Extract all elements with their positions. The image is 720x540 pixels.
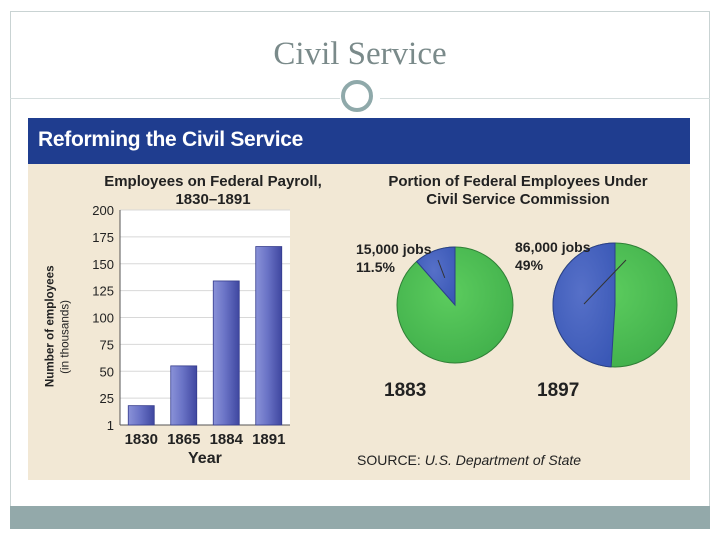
- y-tick-label: 100: [92, 310, 114, 326]
- bar-chart-x-axis-title: Year: [188, 450, 222, 467]
- bar-1884: [213, 281, 239, 425]
- pie-1883-percent: 11.5%: [356, 259, 395, 275]
- slide-title: Civil Service: [273, 36, 447, 72]
- y-tick-label: 1: [106, 418, 114, 433]
- x-tick-label: 1891: [252, 431, 286, 448]
- pie-charts: [350, 158, 690, 458]
- source-value: U.S. Department of State: [424, 452, 582, 468]
- bar-1830: [128, 406, 154, 425]
- pie-1883-year: 1883: [384, 380, 427, 401]
- pie-1897-label: [515, 238, 591, 274]
- figure-title: Reforming the Civil Service: [38, 128, 303, 151]
- pie-1897-percent: 49%: [515, 257, 544, 273]
- source-label: SOURCE:: [357, 452, 421, 468]
- x-tick-label: 1830: [124, 431, 158, 448]
- y-tick-label: 150: [92, 256, 114, 272]
- y-axis-title-line2: (in thousands): [58, 299, 72, 374]
- title-circle-ornament: [341, 80, 373, 112]
- x-tick-label: 1884: [209, 431, 243, 448]
- bar-chart: [28, 118, 358, 478]
- y-tick-label: 50: [99, 364, 114, 380]
- y-tick-label: 125: [92, 283, 114, 299]
- pie-1897-jobs: 86,000 jobs: [515, 239, 591, 255]
- pie-chart-title-line2: Civil Service Commission: [426, 191, 610, 208]
- pie-1897-year: 1897: [537, 380, 580, 401]
- bar-chart-title-line2: 1830–1891: [175, 191, 251, 208]
- figure-panel: [28, 118, 690, 480]
- bar-1865: [171, 366, 197, 425]
- title-rule-left: [10, 98, 340, 99]
- y-tick-label: 175: [92, 229, 114, 245]
- pie-1883-jobs: 15,000 jobs: [356, 241, 432, 257]
- y-tick-label: 200: [92, 203, 114, 218]
- bar-chart-title-line1: Employees on Federal Payroll,: [104, 173, 322, 190]
- title-rule-right: [380, 98, 710, 99]
- source-note: [357, 452, 581, 468]
- y-tick-label: 75: [99, 337, 114, 353]
- y-tick-label: 25: [99, 391, 114, 407]
- bar-1891: [256, 247, 282, 425]
- pie-1883-label: [356, 240, 432, 276]
- y-axis-title-line1: Number of employees: [43, 265, 57, 388]
- pie-chart-title-line1: Portion of Federal Employees Under: [388, 173, 648, 190]
- bottom-bar: [10, 506, 710, 529]
- x-tick-label: 1865: [167, 431, 201, 448]
